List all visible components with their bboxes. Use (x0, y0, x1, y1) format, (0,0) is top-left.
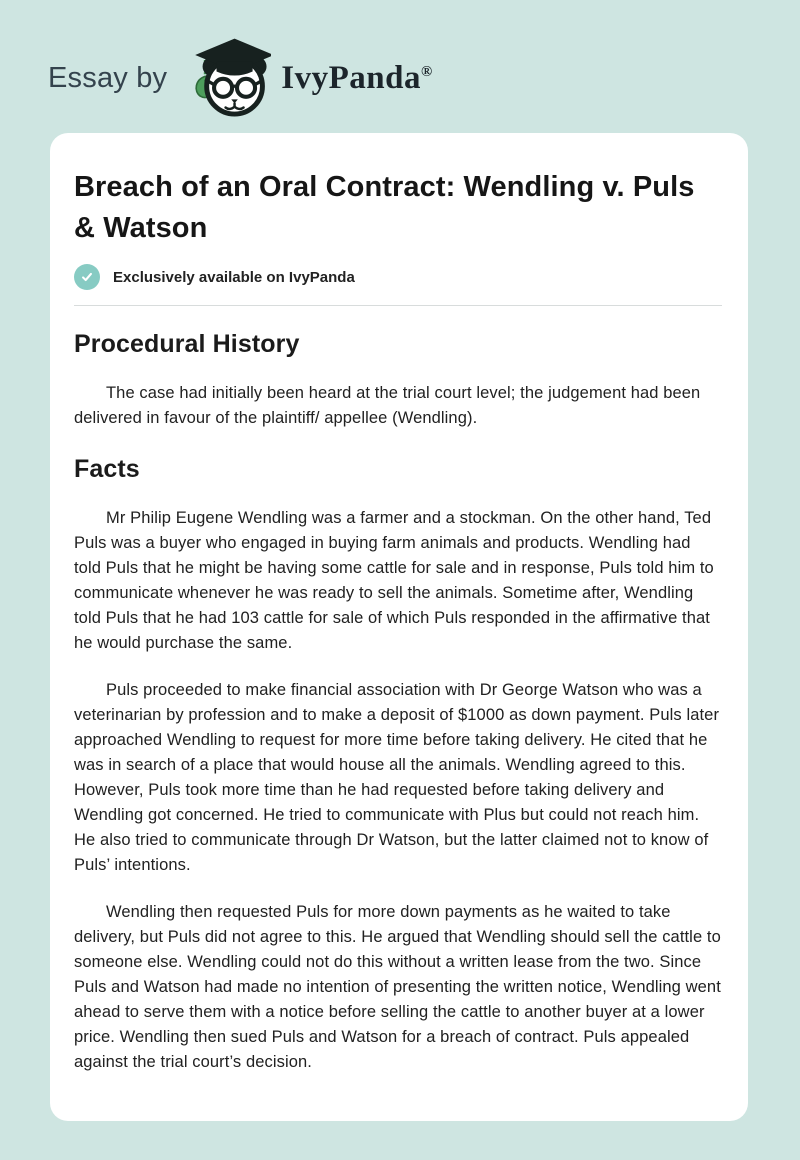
registered-trademark: ® (420, 63, 433, 80)
divider (74, 305, 722, 306)
essay-by-label: Essay by (48, 61, 168, 94)
essay-card (50, 133, 748, 1121)
check-icon (74, 264, 100, 290)
paragraph: Mr Philip Eugene Wendling was a farmer and a stockman. On the other hand, Ted Puls was a buyer who engaged in buying farm animals and products. Wendling had told Puls that he might be having some cattle for sale and in response, Puls told him to communicate whenever he was ready to sell the animals. Sometime after, Wendling told Puls that he had 103 cattle for sale of which Puls responded in the affirmative that he would purchase the same. (74, 509, 714, 653)
section-heading: Procedural History (74, 330, 300, 359)
paragraph: The case had initially been heard at the trial court level; the judgement had been delivered in favour of the plaintiff/ appellee (Wendling). (74, 384, 701, 428)
brand-wordmark: IvyPanda® (281, 59, 433, 96)
panda-graduate-logo-icon (185, 37, 271, 119)
page-header (0, 0, 800, 122)
section-procedural-history (74, 330, 722, 431)
availability-badge-label: Exclusively available on IvyPanda (113, 268, 355, 286)
section-heading: Facts (74, 455, 140, 484)
essay-title: Breach of an Oral Contract: Wendling v. Puls & Watson (74, 171, 695, 245)
section-facts (74, 455, 722, 1075)
availability-badge (74, 264, 722, 290)
paragraph: Puls proceeded to make financial association with Dr George Watson who was a veterinarian by profession and to make a deposit of $1000 as down payment. Puls later approached Wendling to request for more time before taking delivery. He cited that he was in search of a place that would house all the animals. Wendling agreed to this. However, Puls took more time than he had requested before taking delivery and Wendling got concerned. He tried to communicate with Plus but could not reach him. He also tried to communicate through Dr Watson, but the latter claimed not to know of Puls’ intentions. (74, 681, 720, 875)
paragraph: Wendling then requested Puls for more down payments as he waited to take delivery, but Puls did not agree to this. He argued that Wendling should sell the cattle to someone else. Wendling could not do this without a written lease from the two. Since Puls and Watson had made no intention of presenting the written notice, Wendling went ahead to serve them with a notice before selling the cattle to another buyer at a lower price. Wendling then sued Puls and Watson for a breach of contract. Puls appealed against the trial court’s decision. (74, 903, 721, 1072)
